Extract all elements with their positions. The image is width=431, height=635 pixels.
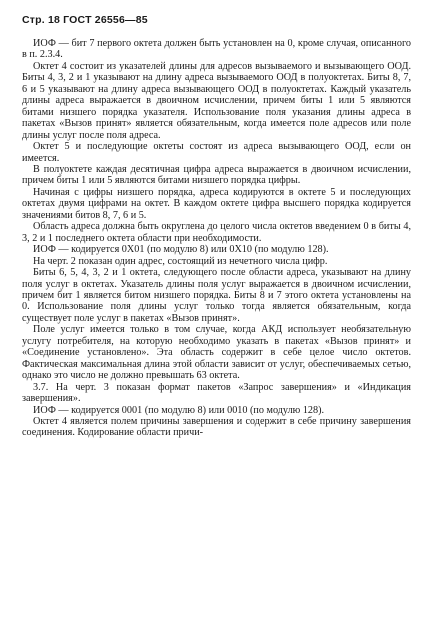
paragraph: Октет 4 является полем причины завершения и содержит в себе причину завершения соединения. Кодирование области причи- bbox=[22, 415, 411, 439]
paragraph: Область адреса должна быть округлена до целого числа октетов введением 0 в биты 4, 3, 2 и 1 последнего октета области при необходимости. bbox=[22, 221, 411, 244]
paragraph: 3.7. На черт. 3 показан формат пакетов «Запрос завершения» и «Индикация завершения». bbox=[22, 381, 411, 405]
paragraph: ИОФ — кодируется 0X01 (по модулю 8) или 0X10 (по модулю 128). bbox=[33, 244, 329, 256]
paragraph: Поле услуг имеется только в том случае, когда АКД использует необязательную услугу потребителя, на которую необходимо указать в пакетах «Вызов принят» и «Соединение установлено». Эта область содержит в себе целое число октетов. Фактическая максимальная длина этой области зависит от услуг, обеспечиваемых сетью, однако это число не должно превышать 63 октета. bbox=[22, 324, 411, 382]
paragraph: В полуоктете каждая десятичная цифра адреса выражается в двоичном исчислении, причем биты 1 или 5 являются битами низшего порядка цифры. bbox=[22, 163, 411, 187]
paragraph: Биты 6, 5, 4, 3, 2 и 1 октета, следующего после области адреса, указывают на длину поля услуг в октетах. Указатель длины поля услуг выражается в двоичном исчислении, причем бит 1 является битом низшего порядка. Биты 8 и 7 этого октета установлены на 0. Использование поля длины услуг только тогда является обязательным, когда существует поле услуг в пакетах «Вызов принят». bbox=[22, 267, 411, 324]
paragraph: Начиная с цифры низшего порядка, адреса кодируются в октете 5 и последующих октетах двумя цифрами на октет. В каждом октете цифра высшего порядка кодируется значениями битов 8, 7, 6 и 5. bbox=[22, 186, 411, 221]
paragraph: Октет 4 состоит из указателей длины для адресов вызываемого и вызывающего ООД. Биты 4, 3, 2 и 1 указывают на длину адреса вызываемого ООД в полуоктетах. Биты 8, 7, 6 и 5 указывают на длину адреса вызывающего ООД в полуоктетах. Каждый указатель длины адреса выражается в двоичном исчислении, причем биты 1 или 5 являются битами низшего порядка указателя. Использование поля указания длины адреса в пакетах «Вызов принят» является обязательным, когда имеется поле адресов или поле длины услуг после поля адреса. bbox=[22, 60, 411, 141]
document-page bbox=[22, 14, 411, 439]
paragraph: На черт. 2 показан один адрес, состоящий из нечетного числа цифр. bbox=[33, 255, 328, 267]
paragraph: ИОФ — бит 7 первого октета должен быть установлен на 0, кроме случая, описанного в п. 2.3.4. bbox=[22, 38, 411, 61]
document-body bbox=[22, 38, 411, 439]
page-header: Стр. 18 ГОСТ 26556—85 bbox=[22, 14, 148, 26]
paragraph: ИОФ — кодируется 0001 (по модулю 8) или 0010 (по модулю 128). bbox=[33, 404, 325, 416]
paragraph: Октет 5 и последующие октеты состоят из адреса вызывающего ООД, если он имеется. bbox=[22, 141, 411, 164]
